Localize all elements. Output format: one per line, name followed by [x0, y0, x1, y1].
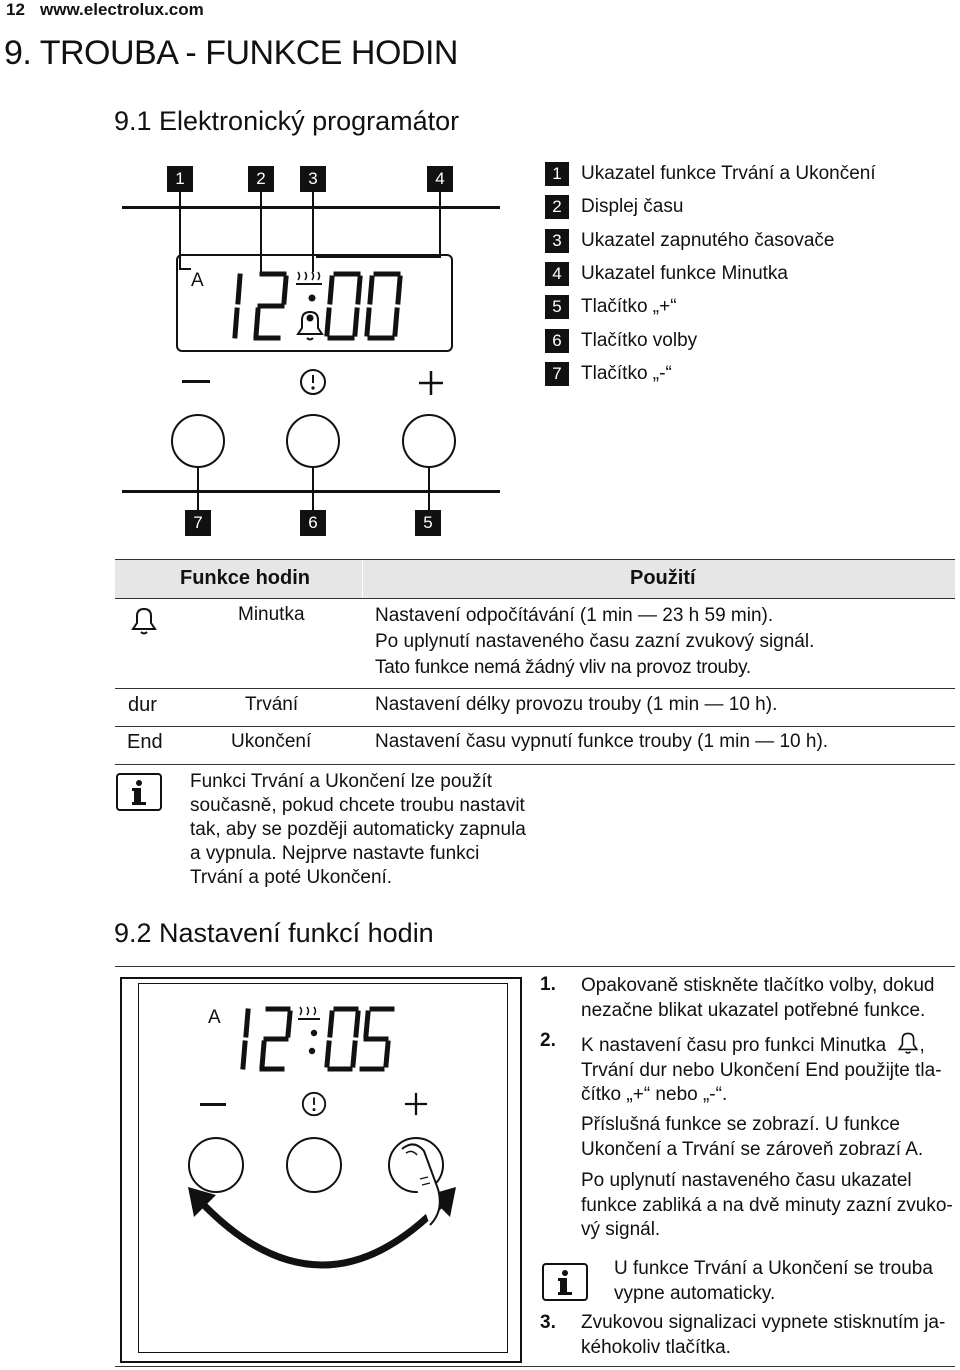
chapter-title: 9. TROUBA - FUNKCE HODIN — [4, 34, 458, 72]
finger-icon — [392, 1139, 452, 1229]
callout-2: 2 — [248, 166, 274, 192]
plus-symbol — [418, 370, 444, 396]
callout-1: 1 — [167, 166, 193, 192]
minus-symbol — [200, 1103, 226, 1106]
step-2-result: Příslušná funkce se zobrazí. U funkce Ukončení a Trvání se zároveň zobrazí A. — [581, 1114, 924, 1160]
step-2-text: K nastavení času pro funkci Minutka , Trvání dur nebo Ukončení End použijte tla- čítko „+“ nebo „-“. — [581, 1031, 942, 1108]
callout-6: 6 — [300, 510, 326, 536]
info-icon — [541, 1262, 589, 1302]
step-2-signal: Po uplynutí nastaveného času ukazatel funkce zabliká a na dvě minuty zazní zvuko- vý signál. — [581, 1170, 953, 1240]
usage-ukonceni: Nastavení času vypnutí funkce trouby (1 min — 10 h). — [375, 731, 829, 752]
legend-item: 6 Tlačítko volby — [545, 327, 697, 355]
legend-item: 5 Tlačítko „+“ — [545, 293, 677, 321]
usage-trvani: Nastavení délky provozu trouby (1 min — 10 h). — [375, 694, 778, 715]
legend-item: 4 Ukazatel funkce Minutka — [545, 260, 788, 288]
time-display — [236, 1005, 406, 1073]
select-button[interactable] — [286, 414, 340, 468]
setting-diagram — [120, 977, 522, 1363]
minus-button[interactable] — [171, 414, 225, 468]
plus-button[interactable] — [402, 414, 456, 468]
legend-item: 1 Ukazatel funkce Trvání a Ukončení — [545, 160, 876, 188]
page-number: 12 — [6, 0, 25, 19]
indicator-a-label: A — [191, 270, 204, 291]
step-1-text: Opakovaně stiskněte tlačítko volby, dokud nezačne blikat ukazatel potřebné funkce. — [581, 975, 935, 1021]
plus-symbol — [404, 1092, 428, 1116]
callout-5: 5 — [415, 510, 441, 536]
bell-icon — [896, 1031, 920, 1055]
function-name-minutka: Minutka — [238, 604, 305, 625]
symbol-dur: dur — [128, 694, 157, 716]
site-url: www.electrolux.com — [40, 0, 204, 19]
clock-symbol — [300, 1090, 328, 1118]
info-note-1: Funkci Trvání a Ukončení lze použít současně, pokud chcete troubu nastavit tak, aby se později automaticky zapnula a vypnula. Nejprve nastavte funkci Trvání a poté Ukončení. — [190, 771, 526, 888]
callout-3: 3 — [300, 166, 326, 192]
table-header-usage: Použití — [630, 567, 696, 589]
legend-item: 3 Ukazatel zapnutého časovače — [545, 227, 835, 255]
indicator-a-label: A — [208, 1007, 221, 1028]
bell-icon — [130, 606, 158, 636]
programmer-diagram — [0, 0, 520, 545]
leader-line-4 — [439, 192, 441, 257]
clock-symbol — [298, 367, 328, 397]
table-header-function: Funkce hodin — [180, 567, 310, 589]
legend-item: 2 Displej času — [545, 193, 683, 221]
legend-item: 7 Tlačítko „-“ — [545, 360, 672, 388]
symbol-end: End — [127, 731, 163, 753]
callout-4: 4 — [427, 166, 453, 192]
step-3-text: Zvukovou signalizaci vypnete stisknutím ja- kéhokoliv tlačítka. — [581, 1312, 946, 1358]
usage-minutka: Nastavení odpočítávání (1 min — 23 h 59 min). Po uplynutí nastaveného času zazní zvukový signál. Tato funkce nemá žádný vliv na provoz trouby. — [375, 605, 815, 678]
minus-symbol — [182, 380, 210, 383]
function-name-trvani: Trvání — [245, 694, 299, 715]
section-title-9-1: 9.1 Elektronický programátor — [114, 106, 460, 136]
info-note-2: U funkce Trvání a Ukončení se trouba vypne automaticky. — [614, 1258, 933, 1304]
info-icon — [115, 772, 163, 812]
function-name-ukonceni: Ukončení — [231, 731, 312, 752]
callout-7: 7 — [185, 510, 211, 536]
panel-bottom-edge — [122, 490, 500, 493]
section-title-9-2: 9.2 Nastavení funkcí hodin — [114, 918, 434, 948]
time-display — [226, 268, 416, 344]
